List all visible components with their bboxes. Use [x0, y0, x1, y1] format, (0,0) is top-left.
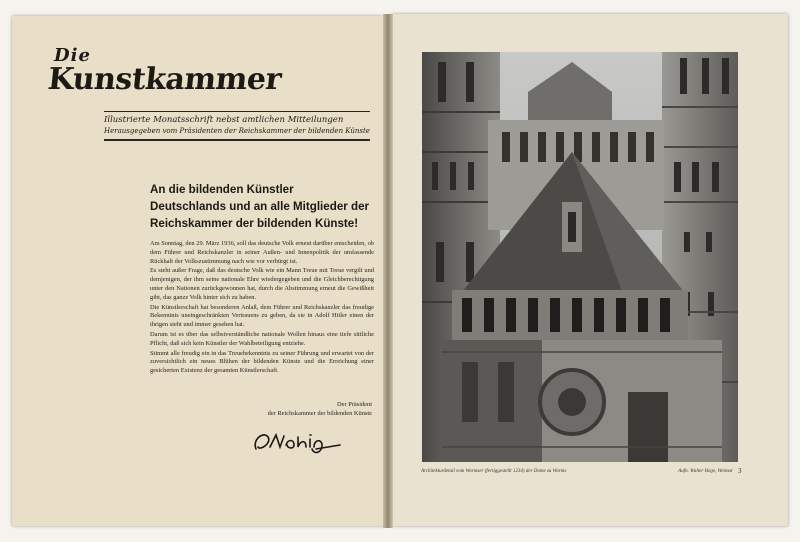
appeal-paragraph: Darum ist es über das selbstverständliche nationale Wollen hinaus eine tiefe sittliche Pflicht, daß sich kein Künstler der Wahlbeteiligung entziehe.: [150, 330, 374, 347]
appeal-headline: An die bildenden Künstler Deutschlands und an alle Mitglieder der Reichskammer der bildenden Künste!: [150, 183, 370, 230]
appeal-paragraph: Es steht außer Frage, daß das deutsche Volk wie ein Mann Treue mit Treue vergilt und demjenigen, der ihm seine nationale Ehre wiedergegeben und die Gleichberechtigung unter den Nationen zurückgewonnen hat, durch die Abstimmung erneut die Gewißheit gibt, das ganze Volk hinter sich zu haben.: [150, 267, 374, 301]
appeal-body: [150, 240, 374, 377]
masthead-subtitle-2: Herausgegeben vom Präsidenten der Reichskammer der bildenden Künste: [104, 127, 370, 135]
masthead-subtitle-1: Illustrierte Monatsschrift nebst amtlichen Mitteilungen: [104, 115, 344, 125]
masthead-title: Kunstkammer: [46, 62, 283, 97]
appeal-paragraph: Stimmt alle freudig ein in das Treuebekenntnis zu seiner Führung und erwartet von der zuversichtlich ein neues Blühen der bildenden Künste und die Erreichung einer gesicherten Existenz der gesamten Künstlerschaft.: [150, 349, 374, 375]
appeal-paragraph: Am Sonntag, den 29. März 1936, soll das deutsche Volk erneut darüber entscheiden, ob dem Führer und Reichskanzler in seiner Außen- und Innenpolitik der umfassende Rückhalt der Volkszustimmung nach wie vor verbürgt ist.: [150, 240, 374, 265]
masthead-die: Die: [54, 45, 91, 66]
signatory-block: [250, 400, 372, 418]
cathedral-photo: [422, 52, 738, 462]
page-number: 3: [738, 467, 742, 475]
masthead-rule-top: [104, 111, 370, 112]
masthead-rule-bottom: [104, 139, 370, 141]
signatory-line-2: der Reichskammer der bildenden Künste: [267, 410, 372, 417]
signatory-line-1: Der Präsident: [337, 401, 372, 408]
handwritten-signature: [250, 427, 350, 457]
book-gutter: [383, 14, 393, 528]
appeal-paragraph: Die Künstlerschaft hat besonderen Anlaß, dem Führer und Reichskanzler das freudige Bekenntnis uneingeschränkten Vertrauens zu geben, da sie in Adolf Hitler einen der ihrigen sieht und immer gesehen hat.: [150, 303, 374, 329]
photo-credit: Aufn. Walter Hege, Weimar: [678, 469, 733, 474]
photo-caption: Architekturdetail vom Wormser (fertiggestellt 1234) der Dome zu Worms: [421, 469, 567, 474]
cathedral-illustration: [422, 52, 738, 462]
